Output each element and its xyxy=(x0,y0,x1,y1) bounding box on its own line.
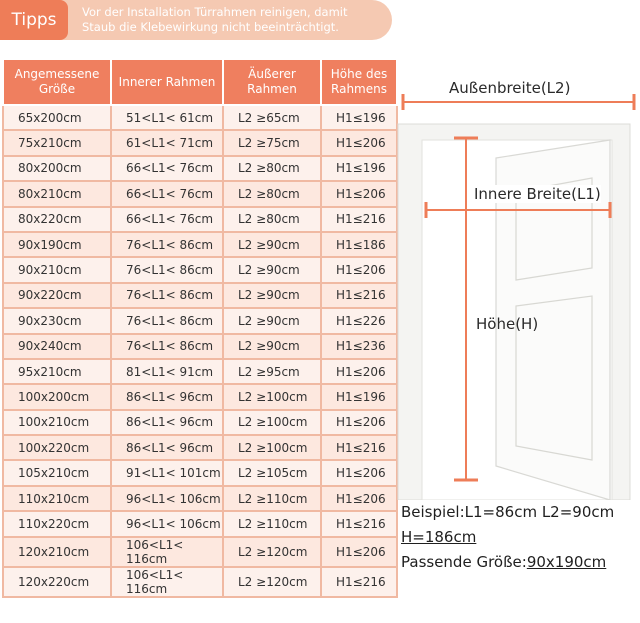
size-table xyxy=(2,58,398,598)
table-row xyxy=(3,460,397,485)
cell-size: 100x220cm xyxy=(3,435,111,460)
example-line-3 xyxy=(401,553,606,571)
cell-inner-frame: 91<L1< 101cm xyxy=(111,460,223,485)
cell-outer-frame: L2 ≥90cm xyxy=(223,334,321,359)
cell-frame-height: H1≤206 xyxy=(321,460,397,485)
example-line-1: Beispiel:L1=86cm L2=90cm xyxy=(401,503,615,521)
table-row xyxy=(3,283,397,308)
cell-size: 80x200cm xyxy=(3,156,111,181)
cell-outer-frame: L2 ≥80cm xyxy=(223,181,321,206)
example-size-value: 90x190cm xyxy=(526,553,607,571)
door-diagram xyxy=(392,70,640,500)
cell-outer-frame: L2 ≥90cm xyxy=(223,283,321,308)
table-header-row xyxy=(3,59,397,105)
cell-size: 110x210cm xyxy=(3,486,111,511)
cell-inner-frame: 96<L1< 106cm xyxy=(111,486,223,511)
header-outer-frame: Äußerer Rahmen xyxy=(223,59,321,105)
cell-inner-frame: 86<L1< 96cm xyxy=(111,384,223,409)
cell-inner-frame: 76<L1< 86cm xyxy=(111,257,223,282)
example-size-prefix: Passende Größe: xyxy=(401,553,527,571)
cell-size: 90x220cm xyxy=(3,283,111,308)
height-label: Höhe(H) xyxy=(476,315,539,333)
table-row xyxy=(3,384,397,409)
cell-frame-height: H1≤206 xyxy=(321,537,397,567)
table-row xyxy=(3,410,397,435)
cell-frame-height: H1≤186 xyxy=(321,232,397,257)
cell-size: 90x240cm xyxy=(3,334,111,359)
cell-outer-frame: L2 ≥105cm xyxy=(223,460,321,485)
table-row xyxy=(3,232,397,257)
cell-inner-frame: 51<L1< 61cm xyxy=(111,105,223,130)
example-line-2 xyxy=(401,528,476,546)
tips-tag: Tipps xyxy=(0,0,68,40)
cell-outer-frame: L2 ≥95cm xyxy=(223,359,321,384)
cell-frame-height: H1≤206 xyxy=(321,181,397,206)
example-height: H=186cm xyxy=(401,528,477,546)
cell-inner-frame: 66<L1< 76cm xyxy=(111,181,223,206)
cell-inner-frame: 96<L1< 106cm xyxy=(111,511,223,536)
cell-size: 65x200cm xyxy=(3,105,111,130)
cell-size: 90x190cm xyxy=(3,232,111,257)
cell-frame-height: H1≤216 xyxy=(321,435,397,460)
cell-outer-frame: L2 ≥65cm xyxy=(223,105,321,130)
cell-inner-frame: 61<L1< 71cm xyxy=(111,130,223,155)
cell-size: 120x220cm xyxy=(3,567,111,597)
tips-text xyxy=(82,5,382,35)
table-row xyxy=(3,486,397,511)
cell-outer-frame: L2 ≥90cm xyxy=(223,257,321,282)
cell-size: 105x210cm xyxy=(3,460,111,485)
cell-outer-frame: L2 ≥80cm xyxy=(223,156,321,181)
table-row xyxy=(3,257,397,282)
cell-outer-frame: L2 ≥120cm xyxy=(223,537,321,567)
cell-frame-height: H1≤216 xyxy=(321,511,397,536)
header-inner-frame: Innerer Rahmen xyxy=(111,59,223,105)
cell-outer-frame: L2 ≥90cm xyxy=(223,232,321,257)
cell-outer-frame: L2 ≥90cm xyxy=(223,308,321,333)
cell-frame-height: H1≤226 xyxy=(321,308,397,333)
cell-size: 75x210cm xyxy=(3,130,111,155)
cell-outer-frame: L2 ≥120cm xyxy=(223,567,321,597)
table-row xyxy=(3,105,397,130)
cell-inner-frame: 66<L1< 76cm xyxy=(111,207,223,232)
outer-width-label: Außenbreite(L2) xyxy=(449,79,571,97)
cell-inner-frame: 86<L1< 96cm xyxy=(111,435,223,460)
cell-inner-frame: 81<L1< 91cm xyxy=(111,359,223,384)
tips-line-1: Vor der Installation Türrahmen reinigen, damit xyxy=(82,5,348,19)
cell-size: 100x210cm xyxy=(3,410,111,435)
cell-frame-height: H1≤206 xyxy=(321,410,397,435)
table-row xyxy=(3,334,397,359)
cell-frame-height: H1≤196 xyxy=(321,384,397,409)
cell-outer-frame: L2 ≥100cm xyxy=(223,384,321,409)
table-row xyxy=(3,537,397,567)
table-row xyxy=(3,181,397,206)
tips-line-2: Staub die Klebewirkung nicht beeinträchtigt. xyxy=(82,20,339,34)
cell-outer-frame: L2 ≥100cm xyxy=(223,435,321,460)
cell-inner-frame: 106<L1< 116cm xyxy=(111,537,223,567)
table-row xyxy=(3,308,397,333)
cell-outer-frame: L2 ≥75cm xyxy=(223,130,321,155)
table-row xyxy=(3,435,397,460)
cell-inner-frame: 86<L1< 96cm xyxy=(111,410,223,435)
cell-frame-height: H1≤216 xyxy=(321,283,397,308)
cell-frame-height: H1≤206 xyxy=(321,486,397,511)
cell-size: 90x210cm xyxy=(3,257,111,282)
cell-size: 100x200cm xyxy=(3,384,111,409)
cell-outer-frame: L2 ≥110cm xyxy=(223,486,321,511)
cell-inner-frame: 66<L1< 76cm xyxy=(111,156,223,181)
cell-frame-height: H1≤216 xyxy=(321,207,397,232)
cell-inner-frame: 106<L1< 116cm xyxy=(111,567,223,597)
cell-inner-frame: 76<L1< 86cm xyxy=(111,232,223,257)
cell-inner-frame: 76<L1< 86cm xyxy=(111,308,223,333)
tips-banner xyxy=(0,0,392,40)
cell-inner-frame: 76<L1< 86cm xyxy=(111,283,223,308)
cell-outer-frame: L2 ≥110cm xyxy=(223,511,321,536)
cell-inner-frame: 76<L1< 86cm xyxy=(111,334,223,359)
cell-size: 110x220cm xyxy=(3,511,111,536)
table-row xyxy=(3,156,397,181)
cell-frame-height: H1≤196 xyxy=(321,105,397,130)
cell-frame-height: H1≤206 xyxy=(321,257,397,282)
cell-size: 120x210cm xyxy=(3,537,111,567)
table-row xyxy=(3,207,397,232)
table-body xyxy=(3,105,397,597)
inner-width-label: Innere Breite(L1) xyxy=(474,185,601,203)
cell-size: 90x230cm xyxy=(3,308,111,333)
cell-frame-height: H1≤206 xyxy=(321,359,397,384)
table-row xyxy=(3,511,397,536)
cell-frame-height: H1≤236 xyxy=(321,334,397,359)
cell-frame-height: H1≤206 xyxy=(321,130,397,155)
table-row xyxy=(3,359,397,384)
cell-outer-frame: L2 ≥100cm xyxy=(223,410,321,435)
header-size: Angemessene Größe xyxy=(3,59,111,105)
cell-frame-height: H1≤216 xyxy=(321,567,397,597)
cell-frame-height: H1≤196 xyxy=(321,156,397,181)
header-frame-height: Höhe des Rahmens xyxy=(321,59,397,105)
cell-size: 95x210cm xyxy=(3,359,111,384)
cell-outer-frame: L2 ≥80cm xyxy=(223,207,321,232)
table-row xyxy=(3,130,397,155)
cell-size: 80x220cm xyxy=(3,207,111,232)
cell-size: 80x210cm xyxy=(3,181,111,206)
table-row xyxy=(3,567,397,597)
